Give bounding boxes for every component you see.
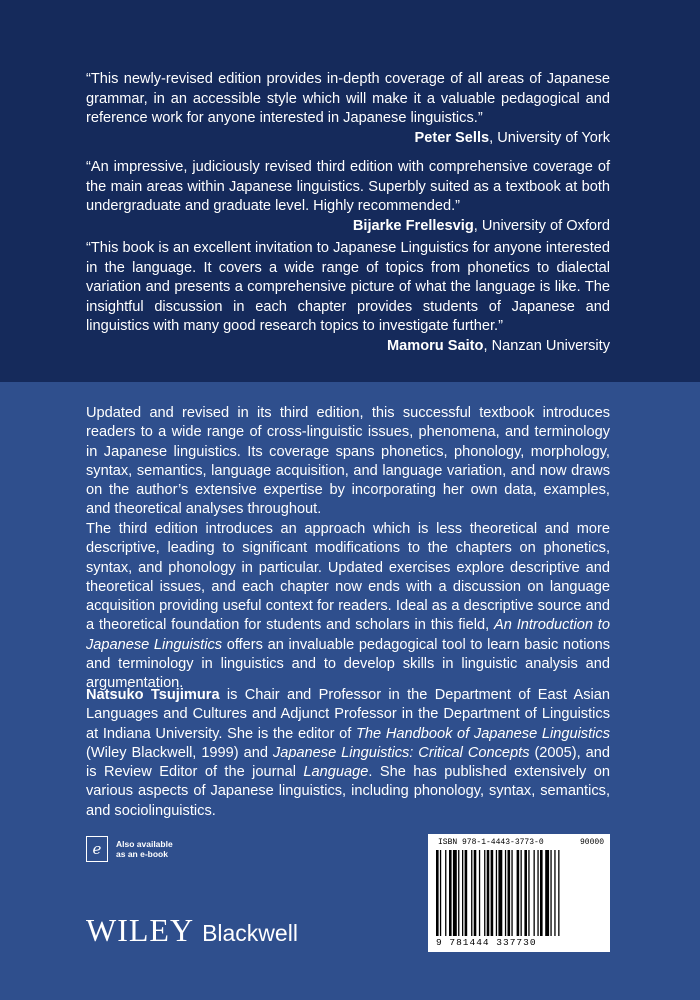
description-paragraph-2 <box>86 520 610 694</box>
barcode-bar <box>498 850 502 936</box>
description-paragraph-1: Updated and revised in its third edition, this successful textbook introduces readers to a wide range of cross-linguistic issues, phenomena, and terminology in Japanese linguistics. Its coverage spans phonetics, phonology, morphology, syntax, semantics, language acquisition, and language variation, and now draws on the author’s extensive expertise by incorporating her own data, examples, and theoretical analyses throughout. <box>86 405 610 518</box>
quote-author: Bijarke Frellesvig <box>352 217 474 234</box>
ebook-line: Also available <box>116 839 173 849</box>
quote-author: Mamoru Saito <box>386 337 484 354</box>
ebook-icon-letter: e <box>92 840 102 858</box>
publisher-wiley: WILEY <box>86 912 195 948</box>
barcode-bar <box>545 850 549 936</box>
barcode-bar <box>508 850 511 936</box>
quote-affiliation: , University of York <box>489 129 610 146</box>
ebook-icon <box>86 836 108 862</box>
barcode-bar <box>484 850 485 936</box>
barcode-bar <box>479 850 480 936</box>
endorsement-quote <box>86 158 610 236</box>
ebook-badge <box>86 836 173 862</box>
text-run: . She has published extensively on various aspects of Japanese linguistics, including phonology, syntax, semantics, and sociolinguistics. <box>86 764 611 819</box>
quote-text: “This book is an excellent invitation to Japanese Linguistics for anyone interested in the language. It covers a wide range of topics from phonetics to dialectal variation and presents a comprehensive picture of what the language is like. The insightful discussion in each chapter provides students of Japanese and linguistics with many good research topics to investigate further.” <box>86 240 610 334</box>
barcode-bar <box>528 850 529 936</box>
barcode-bar <box>496 850 497 936</box>
isbn-barcode <box>428 834 610 952</box>
quote-affiliation: , University of Oxford <box>473 217 610 234</box>
barcode-bar <box>453 850 457 936</box>
quote-affiliation: , Nanzan University <box>483 337 610 354</box>
quote-attribution <box>86 129 610 149</box>
barcode-bar <box>462 850 463 936</box>
book-title: An Introduction to Japanese Linguistics <box>86 617 610 653</box>
publisher-blackwell: Blackwell <box>202 920 298 946</box>
barcode-bar <box>440 850 441 936</box>
barcode-number: 9 781444 337730 <box>436 937 537 948</box>
barcode-bar <box>511 850 512 936</box>
endorsement-quote <box>86 239 610 356</box>
text-run: (2005), and is Review Editor of the journal <box>86 744 610 781</box>
book-title: The Handbook of Japanese Linguistics <box>356 725 610 742</box>
barcode-bar <box>474 850 477 936</box>
quote-text: “An impressive, judiciously revised third edition with comprehensive coverage of the main areas within Japanese linguistics. Superbly suited as a textbook at both undergraduate and graduate level. Highly recommended.” <box>86 159 610 214</box>
author-name: Natsuko Tsujimura <box>86 687 220 703</box>
barcode-bar <box>521 850 522 936</box>
text-run: The third edition introduces an approach which is less theoretical and more descriptive, leading to significant modifications to the chapters on phonetics, syntax, and phonology in particular. Updated exercises explore descriptive and theoretical issues, and each chapter now ends with a discussion on language acquisition providing useful context for readers. Ideal as a descriptive source and a theoretical foundation for students and scholars in this field, <box>86 521 610 634</box>
quote-text: “This newly-revised edition provides in-depth coverage of all areas of Japanese grammar, in an accessible style which will make it a valuable pedagogical and reference work for anyone interested in Japanese linguistics.” <box>86 71 610 126</box>
barcode-bars <box>436 850 604 936</box>
ebook-line: as an e-book <box>116 849 168 859</box>
price-addon: 90000 <box>579 838 604 847</box>
barcode-bar <box>436 850 439 936</box>
barcode-bar <box>558 850 559 936</box>
barcode-bar <box>458 850 459 936</box>
barcode-bar <box>445 850 446 936</box>
text-run: offers an invaluable pedagogical tool to learn basic notions and terminology in linguistics and to develop skills in linguistic analysis and argumentation. <box>86 636 610 692</box>
barcode-bar <box>524 850 527 936</box>
journal-title: Language <box>303 764 369 781</box>
publisher-logo <box>86 912 298 949</box>
barcode-bar <box>554 850 555 936</box>
text-run: (Wiley Blackwell, 1999) and <box>86 744 273 761</box>
isbn-label: ISBN 978-1-4443-3773-0 <box>438 838 544 847</box>
barcode-bar <box>471 850 472 936</box>
endorsement-quote <box>86 70 610 148</box>
barcode-bar <box>491 850 494 936</box>
barcode-bar <box>517 850 520 936</box>
quote-attribution <box>86 337 610 357</box>
quote-attribution <box>86 217 610 237</box>
barcode-bar <box>537 850 538 936</box>
barcode-bar <box>534 850 535 936</box>
barcode-bar <box>487 850 490 936</box>
author-bio <box>86 686 610 821</box>
barcode-bar <box>465 850 468 936</box>
ebook-text <box>116 839 173 859</box>
barcode-bar <box>505 850 506 936</box>
barcode-bar <box>550 850 551 936</box>
barcode-bar <box>449 850 452 936</box>
quote-author: Peter Sells <box>414 129 490 146</box>
barcode-bar <box>540 850 543 936</box>
book-title: Japanese Linguistics: Critical Concepts <box>272 744 530 761</box>
text-run: is Chair and Professor in the Department of East Asian Languages and Cultures and Adjunct Professor in the Department of Linguistics at Indiana University. She is the editor of <box>86 687 610 742</box>
